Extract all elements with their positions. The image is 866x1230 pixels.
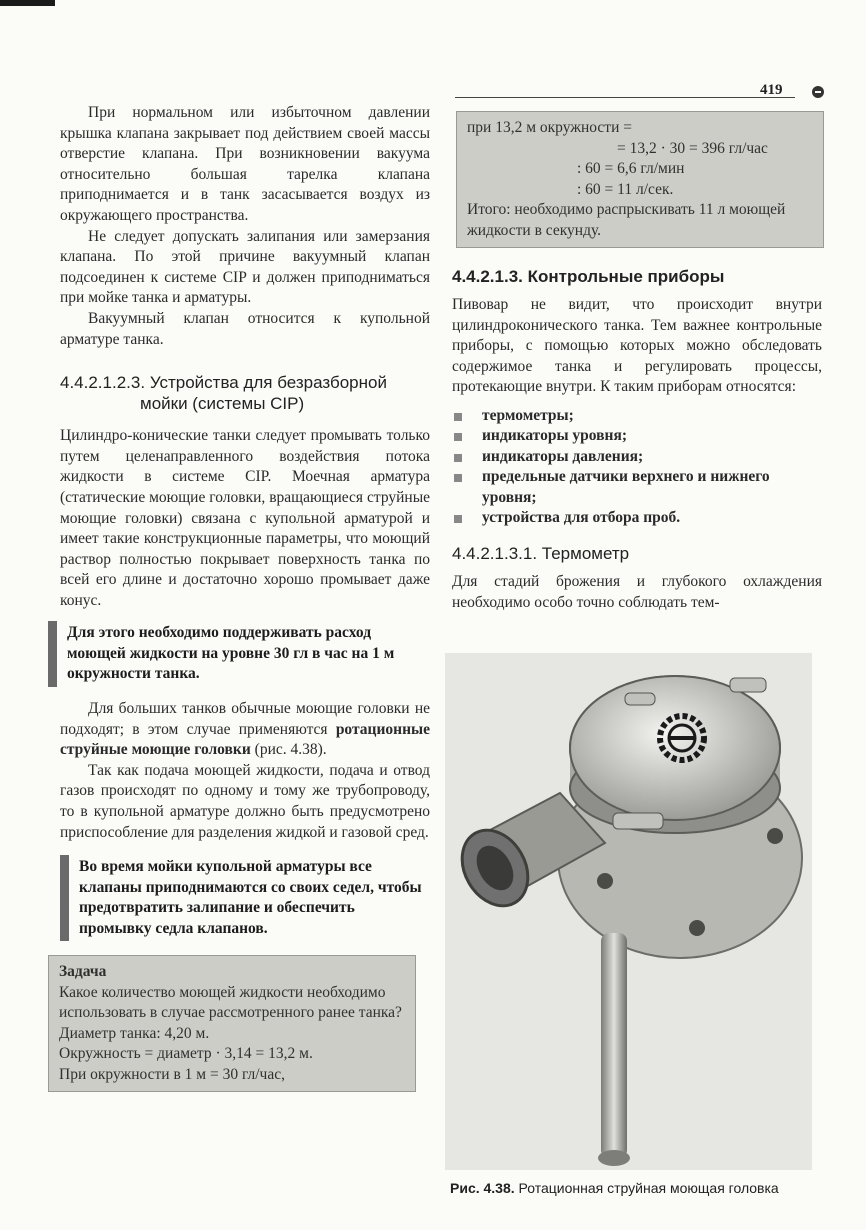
rotary-jet-cleaning-head-image <box>445 653 812 1170</box>
task-circumference: Окружность = диаметр · 3,14 = 13,2 м. <box>59 1045 313 1063</box>
calculation-box <box>456 111 824 248</box>
scan-edge-mark <box>0 0 55 6</box>
caption-text: Ротационная струйная моющая головка <box>514 1180 779 1196</box>
caption-number: Рис. 4.38. <box>450 1180 515 1196</box>
calc-line: : 60 = 6,6 гл/мин <box>577 160 685 177</box>
header-rule <box>455 97 795 98</box>
figure-caption <box>450 1180 820 1196</box>
paragraph: Для стадий брожения и глубокого охлаждения необходимо особо точно соблюдать тем- <box>452 572 822 611</box>
text-run: (рис. 4.38). <box>250 741 327 759</box>
paragraph: Вакуумный клапан относится к купольной арматуре танка. <box>60 309 430 348</box>
list-item: предельные датчики верхнего и нижнего уровня; <box>452 467 822 508</box>
left-column <box>60 103 430 1092</box>
calc-line: при 13,2 м окружности = <box>467 119 632 136</box>
list-item: термометры; <box>452 406 822 427</box>
list-item: индикаторы давления; <box>452 447 822 468</box>
list-item: индикаторы уровня; <box>452 426 822 447</box>
paragraph: При нормальном или избыточном давлении крышка клапана закрывает под действием своей массы отверстие клапана. При возникновении вакуума относительно большая тарелка клапана приподнимается и в танк засасывается воздух из окружающего пространства. <box>60 104 430 224</box>
section-number: 4.4.2.1.2.3. <box>60 373 146 393</box>
subsection-heading: 4.4.2.1.3.1. Термометр <box>452 543 630 563</box>
highlight-note: Для этого необходимо поддерживать расход моющей жидкости на уровне 30 гл в час на 1 м окружности танка. <box>48 621 430 687</box>
paragraph: Так как подача моющей жидкости, подача и отвод газов происходят по одному и тому же трубопроводу, то в купольной арматуре должно быть предусмотрено приспособление для разделения жидкой и газовой сред. <box>60 761 430 841</box>
paragraph: Цилиндро-конические танки следует промывать только путем целенаправленного воздействия потока жидкости в системе CIP. Моечная арматура (статические моющие головки, вращающиеся струйные моющие головки) связана с купольной арматурой и имеет такие конструкционные параметры, что моющий раствор полностью покрывает поверхность танка по всей его длине и достаточно хорошо промывает даже конус. <box>60 427 430 609</box>
figure-photo <box>445 653 812 1170</box>
instrument-list <box>452 406 822 529</box>
paragraph: Пивовар не видит, что происходит внутри цилиндроконического танка. Тем важнее контрольные приборы, с помощью которых можно обследовать содержимое танка и регулировать процессы, протекающие внутри. К таким приборам относятся: <box>452 296 822 396</box>
task-title: Задача <box>59 963 107 981</box>
section-title-line2: мойки (системы CIP) <box>140 394 305 414</box>
task-rate: При окружности в 1 м = 30 гл/час, <box>59 1065 285 1083</box>
list-item: устройства для отбора проб. <box>452 508 822 529</box>
paragraph <box>60 699 430 761</box>
calc-line: : 60 = 11 л/сек. <box>577 180 674 198</box>
section-heading: 4.4.2.1.3. Контрольные приборы <box>452 267 725 286</box>
calc-total: Итого: необходимо распрыскивать 11 л моющей жидкости в секунду. <box>467 201 786 239</box>
task-box <box>48 955 416 1092</box>
calc-line: = 13,2 · 30 = 396 гл/час <box>617 139 768 157</box>
bold-term: ротационные струйные моющие головки <box>60 720 430 759</box>
text-run: Для больших танков обычные моющие головки не подходят; в этом случае применяются <box>60 699 430 738</box>
highlight-note: Во время мойки купольной арматуры все клапаны приподнимаются со своих седел, чтобы предотвратить залипание и обеспечить промывку седла клапанов. <box>60 855 430 941</box>
section-title-line1: Устройства для безразборной <box>149 373 387 393</box>
page-number: 419 <box>760 82 783 98</box>
section-heading <box>60 372 430 414</box>
chapter-marker-icon <box>812 86 824 98</box>
paragraph: Не следует допускать залипания или замерзания клапана. По этой причине вакуумный клапан подсоединен к системе CIP и должен приподниматься при мойке танка и арматуры. <box>60 227 430 307</box>
right-column <box>452 103 822 613</box>
task-question: Какое количество моющей жидкости необходимо использовать в случае рассмотренного ранее танка? <box>59 983 402 1022</box>
task-diameter: Диаметр танка: 4,20 м. <box>59 1024 210 1042</box>
